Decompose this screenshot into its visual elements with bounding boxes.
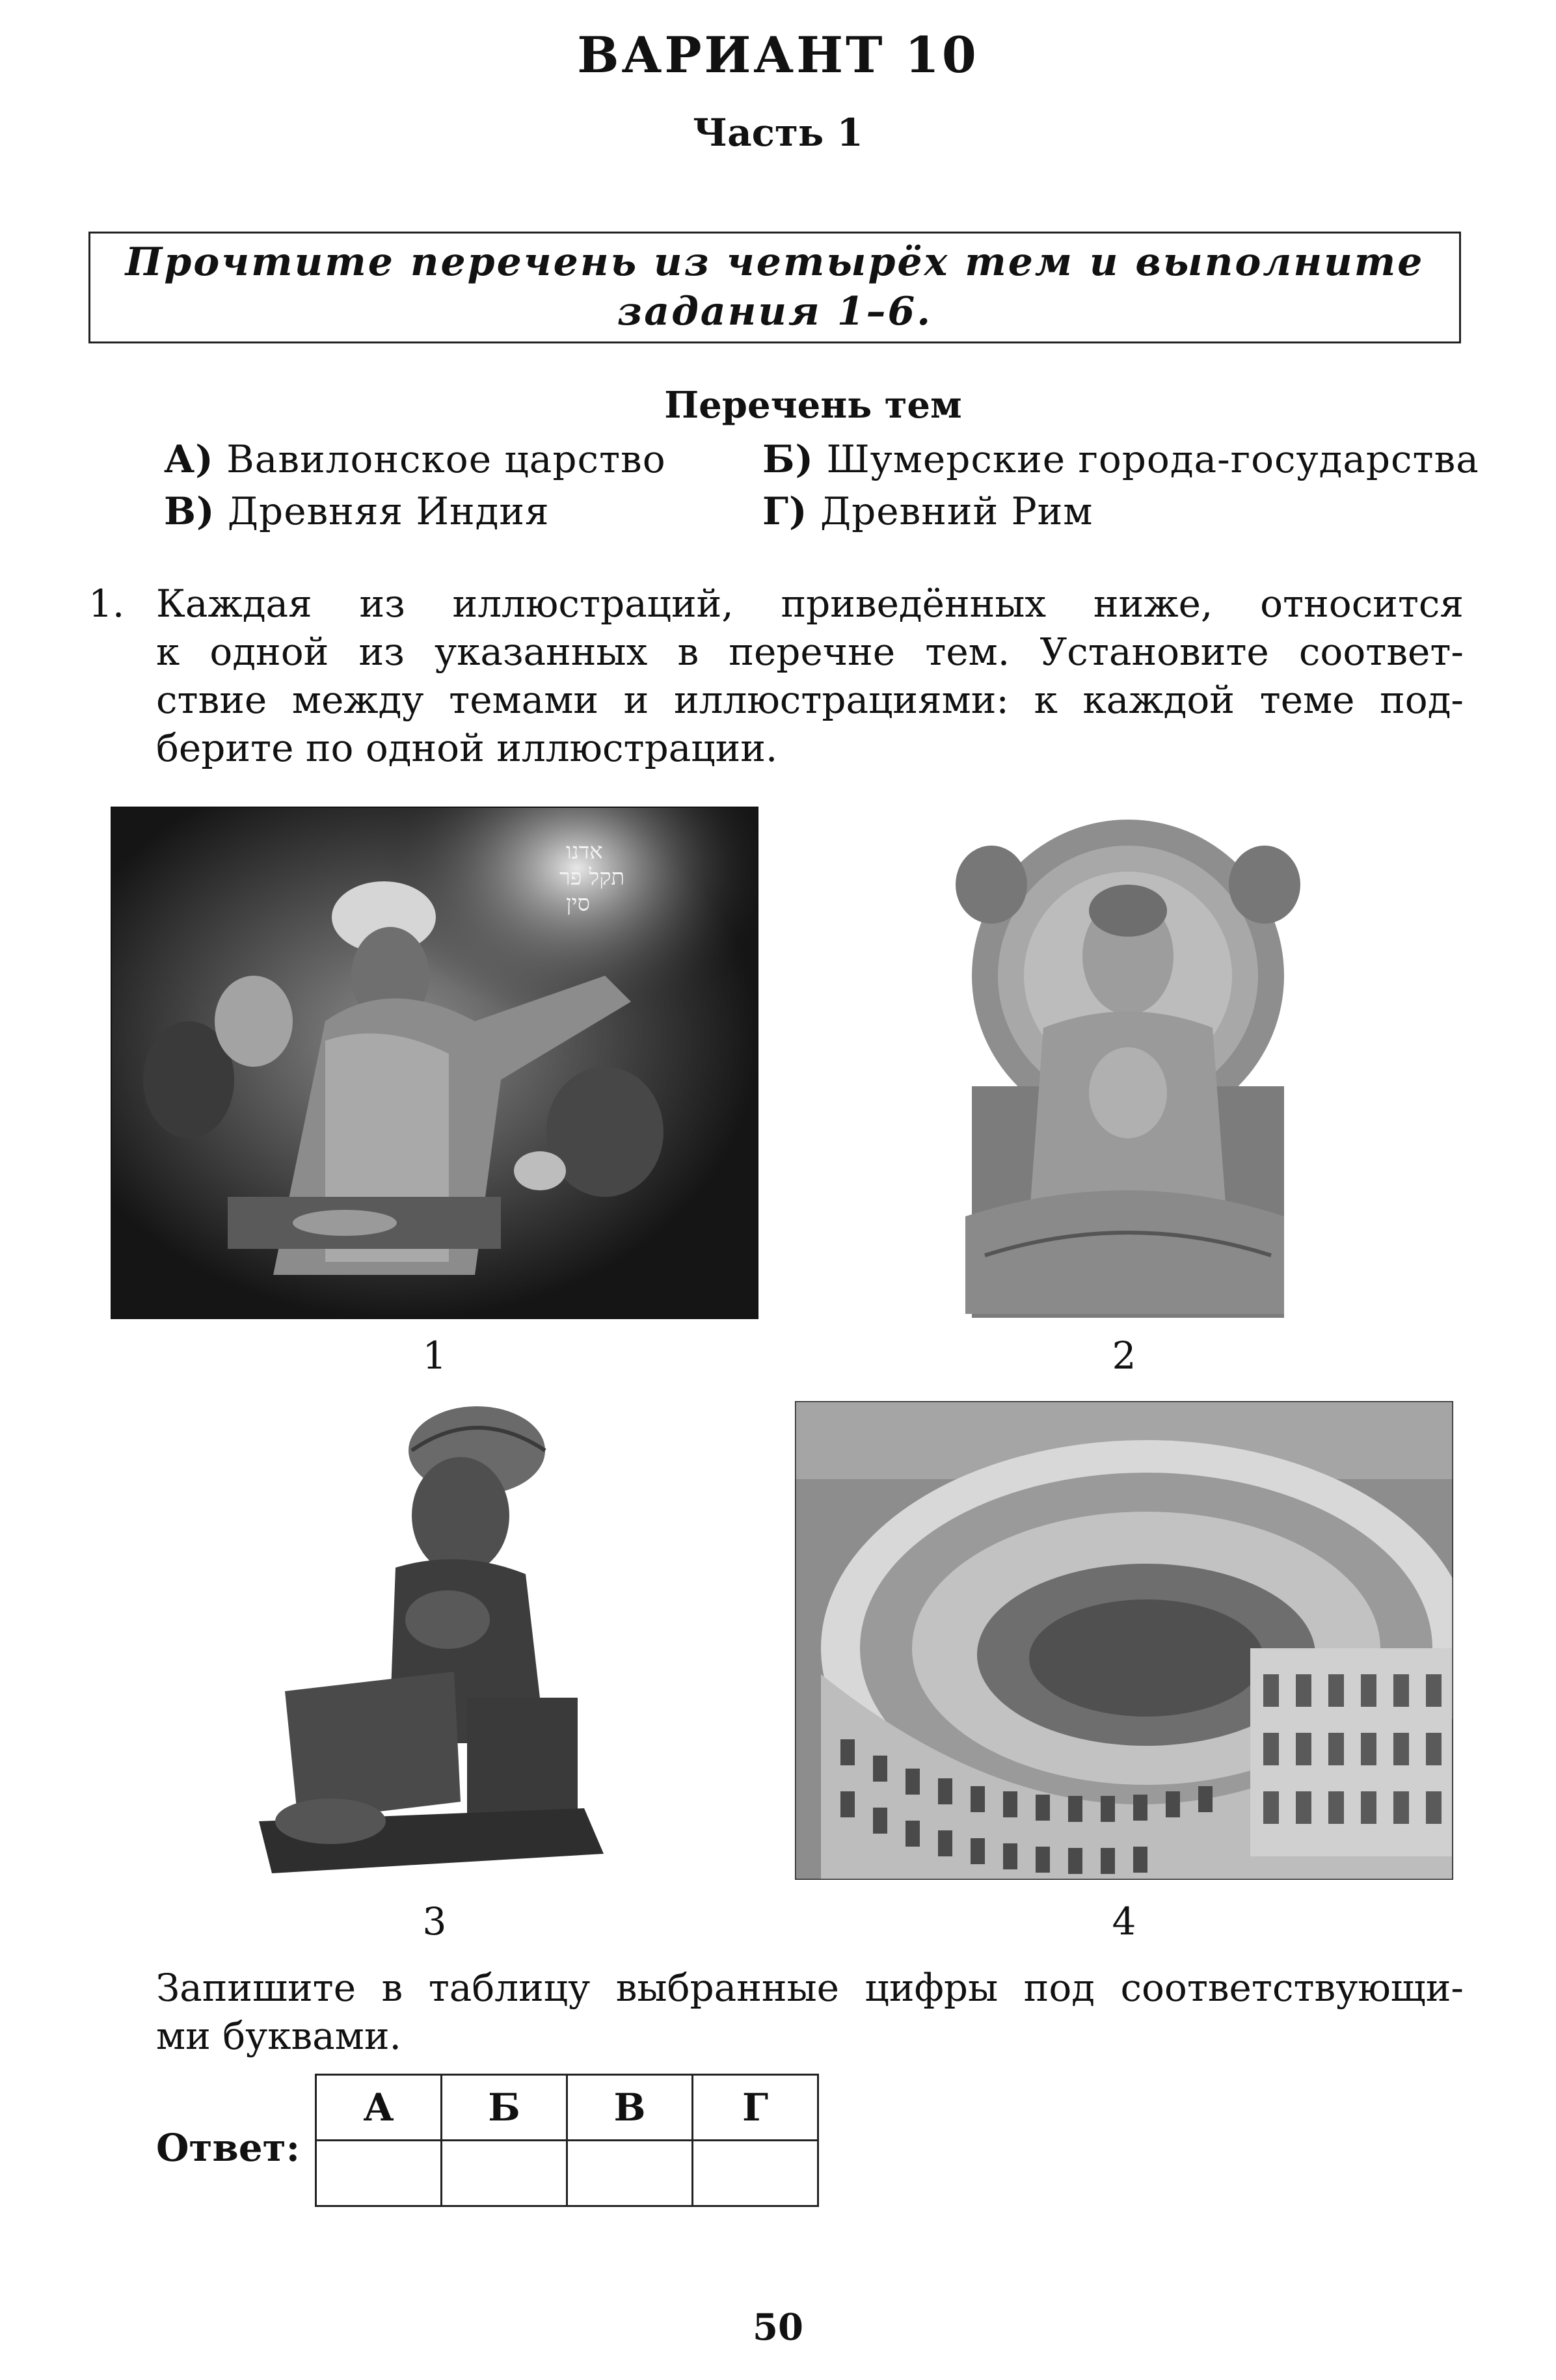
caption-1: 1 [422, 1333, 447, 1378]
answer-col-g: Г [693, 2075, 818, 2141]
answer-col-a: А [316, 2075, 442, 2141]
svg-text:סין: סין [566, 890, 590, 916]
variant-title: ВАРИАНТ 10 [577, 26, 979, 84]
question-line-4: берите по одной иллюстрации. [156, 726, 778, 770]
question-line-2: к одной из указанных в перечне тем. Установите соответ- [156, 630, 1464, 674]
topic-b [762, 437, 1479, 481]
caption-4: 4 [1112, 1899, 1136, 1944]
topic-v [164, 489, 550, 533]
svg-text:תקל פר: תקל פר [559, 864, 625, 890]
topic-b-text: Шумерские города-государства [826, 437, 1479, 481]
topics-heading: Перечень тем [664, 384, 962, 427]
topic-g [762, 489, 1093, 533]
topic-v-letter: В) [164, 489, 215, 533]
part-title: Часть 1 [693, 111, 863, 155]
topic-g-text: Древний Рим [820, 489, 1093, 533]
caption-2: 2 [1112, 1333, 1136, 1378]
answer-header-row [316, 2075, 818, 2141]
painting-feast-icon [111, 807, 758, 1319]
topic-a-text: Вавилонское царство [226, 437, 666, 481]
question-line-1: Каждая из иллюстраций, приведённых ниже, относится [156, 582, 1464, 626]
caption-3: 3 [422, 1899, 447, 1944]
answer-value-row [316, 2141, 818, 2206]
illustration-4 [795, 1401, 1453, 1880]
topic-g-letter: Г) [762, 489, 808, 533]
topic-a-letter: А) [164, 437, 214, 481]
topic-v-text: Древняя Индия [227, 489, 550, 533]
answer-col-b: Б [442, 2075, 567, 2141]
answer-cell-b[interactable] [442, 2141, 567, 2206]
answer-instruction-line-1: Запишите в таблицу выбранные цифры под соответствующи- [156, 1966, 1464, 2010]
answer-label: Ответ: [156, 2126, 301, 2170]
answer-col-v: В [567, 2075, 693, 2141]
instruction-box [88, 232, 1461, 343]
topic-a [164, 437, 666, 481]
instruction-line-2: задания 1–6. [617, 289, 933, 334]
answer-cell-v[interactable] [567, 2141, 693, 2206]
illustration-3 [259, 1405, 610, 1880]
question-line-3: ствие между темами и иллюстрациями: к каждой теме под- [156, 678, 1464, 722]
answer-instruction-line-2: ми буквами. [156, 2014, 401, 2058]
seated-buddha-statue-icon [946, 813, 1304, 1318]
answer-table [315, 2074, 819, 2207]
topic-b-letter: Б) [762, 437, 814, 481]
colosseum-icon [795, 1401, 1453, 1880]
illustration-1 [111, 807, 758, 1319]
instruction-line-1: Прочтите перечень из четырёх тем и выполните [125, 239, 1425, 285]
seated-gudea-statue-icon [259, 1405, 610, 1880]
question-number: 1. [88, 582, 125, 626]
svg-text:אדנו: אדנו [566, 838, 603, 864]
answer-cell-a[interactable] [316, 2141, 442, 2206]
page-number: 50 [753, 2306, 803, 2349]
illustration-2 [946, 813, 1304, 1318]
answer-cell-g[interactable] [693, 2141, 818, 2206]
